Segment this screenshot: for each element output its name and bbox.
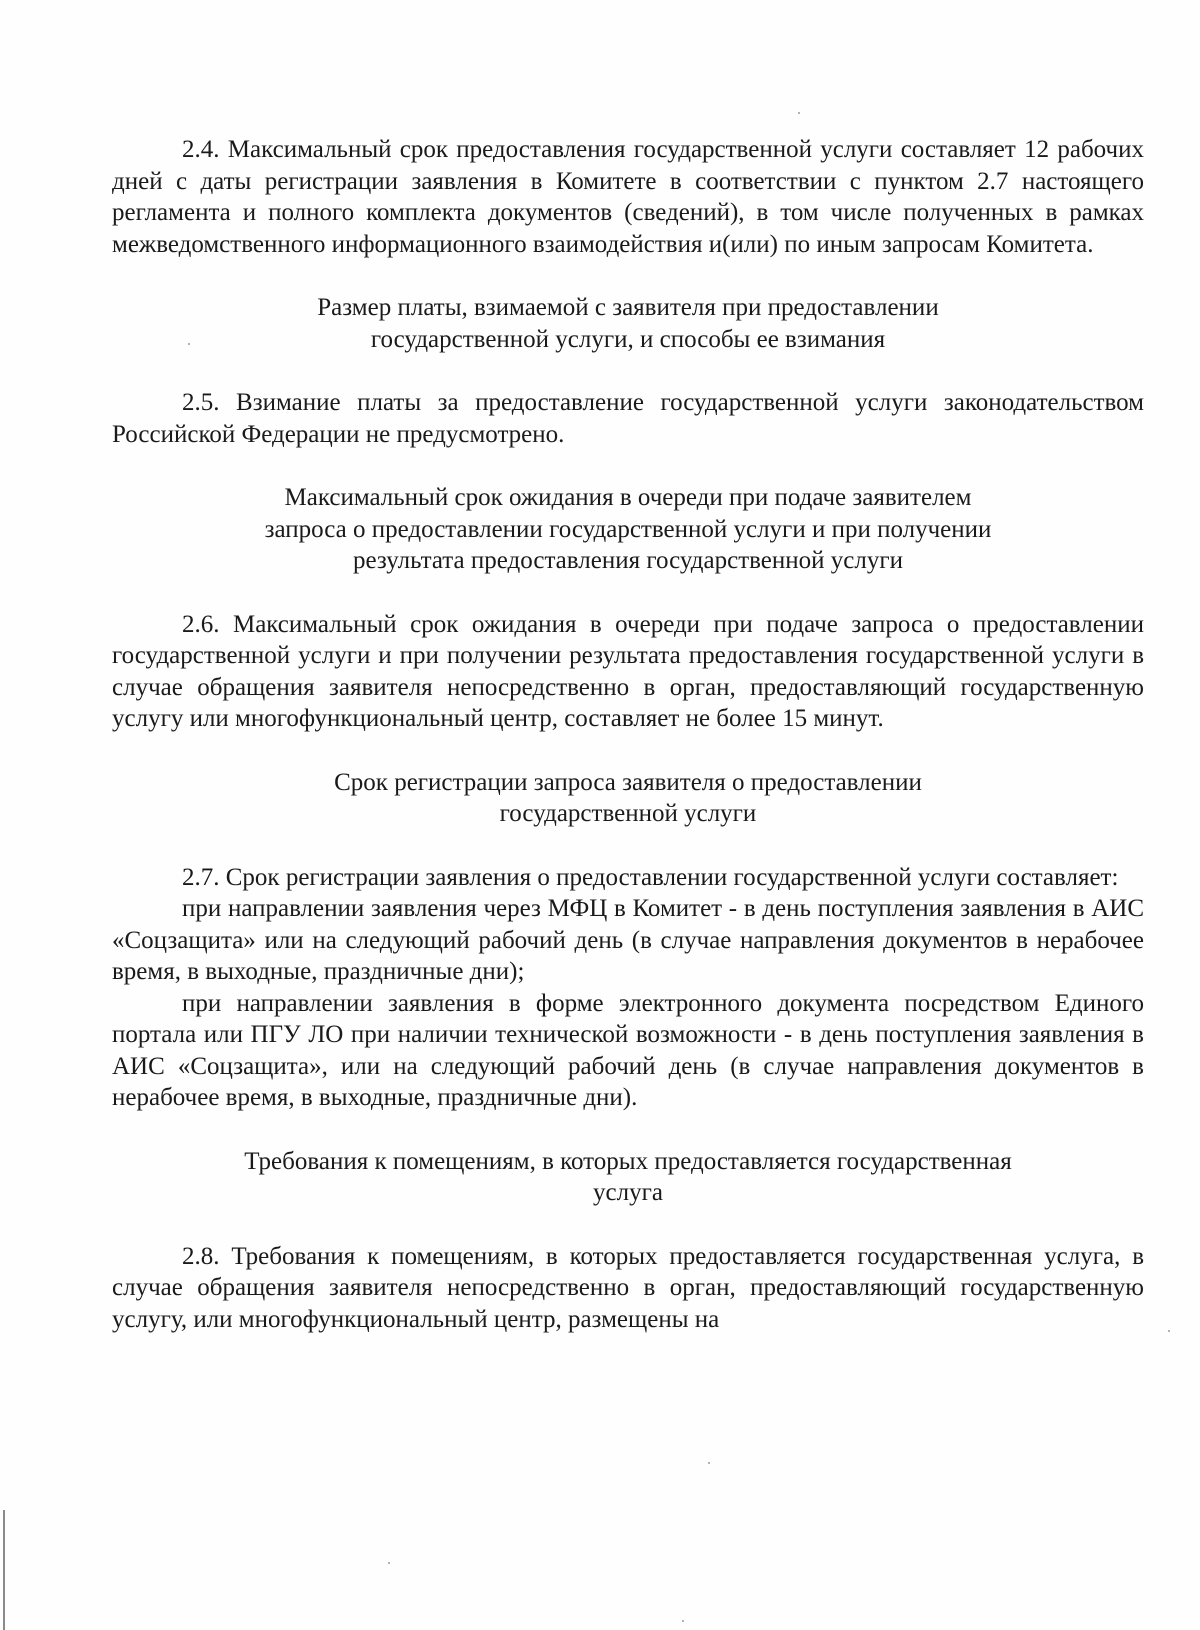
paragraph-2-7-mfc: при направлении заявления через МФЦ в Комитет - в день поступления заявления в АИС «Соцзащита» или на следующий рабочий день (в случае направления документов в нерабочее время, в выходные, праздничные дни); [112,895,1144,985]
document-body [112,134,1144,1335]
paragraph-2-5: 2.5. Взимание платы за предоставление государственной услуги законодательством Российской Федерации не предусмотрено. [112,389,1144,448]
heading-queue: Максимальный срок ожидания в очереди при подаче заявителем запроса о предоставлении государственной услуги и при получении результата предоставления государственной услуги [264,484,992,574]
heading-fee: Размер платы, взимаемой с заявителя при предоставлении государственной услуги, и способы ее взимания [317,294,939,353]
scan-edge-line [3,1510,5,1630]
scan-speck [388,1562,390,1564]
scan-speck [1168,1330,1170,1332]
paragraph-2-7-electronic: при направлении заявления в форме электронного документа посредством Единого портала или ПГУ ЛО при наличии технической возможности - в день поступления заявления в АИС «Соцзащита», или на следующий рабочий день (в случае направления документов в нерабочее время, в выходные, праздничные дни). [112,989,1144,1111]
heading-premises: Требования к помещениям, в которых предоставляется государственная услуга [244,1147,1012,1206]
scan-speck [682,1620,684,1622]
paragraph-2-7: 2.7. Срок регистрации заявления о предоставлении государственной услуги составляет: [182,863,1119,891]
scan-speck [188,343,190,345]
paragraph-2-6: 2.6. Максимальный срок ожидания в очереди при подаче запроса о предоставлении государственной услуги и при получении результата предоставления государственной услуги в случае обращения заявителя непосредственно в орган, предоставляющий государственную услугу или многофункциональный центр, составляет не более 15 минут. [112,610,1144,732]
heading-registration: Срок регистрации запроса заявителя о предоставлении государственной услуги [334,768,922,827]
scan-speck [708,1462,710,1464]
paragraph-2-8: 2.8. Требования к помещениям, в которых предоставляется государственная услуга, в случае обращения заявителя непосредственно в орган, предоставляющий государственную услугу, или многофункциональный центр, размещены на [112,1242,1144,1333]
scan-speck [798,112,800,114]
paragraph-2-4: 2.4. Максимальный срок предоставления государственной услуги составляет 12 рабочих дней с даты регистрации заявления в Комитете в соответствии с пунктом 2.7 настоящего регламента и полного комплекта документов (сведений), в том числе полученных в рамках межведомственного информационного взаимодействия и(или) по иным запросам Комитета. [112,136,1144,258]
